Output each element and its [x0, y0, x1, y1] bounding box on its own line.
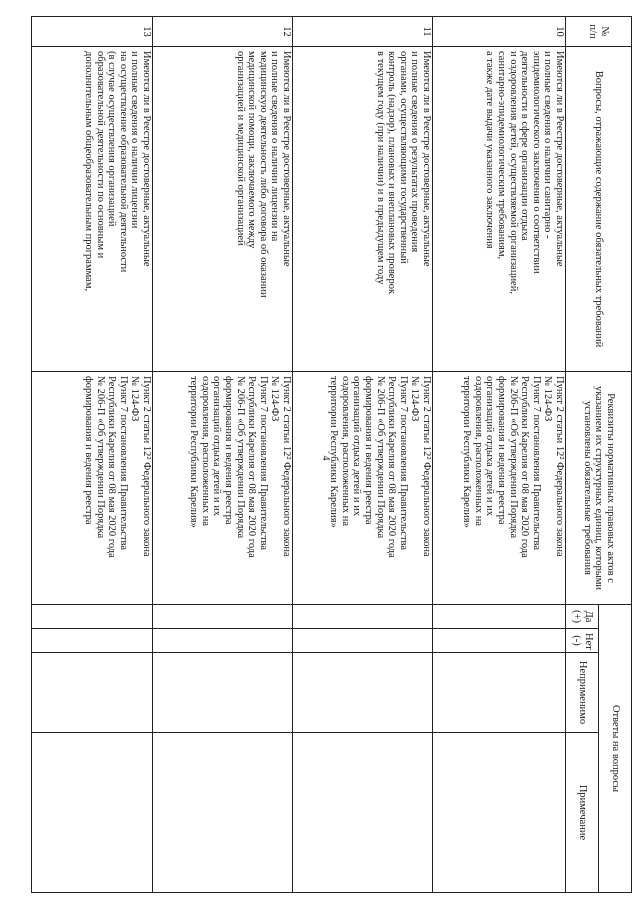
header-note: Примечание [566, 733, 599, 893]
row-question: Имеются ли в Реестре достоверные, актуальные и полные сведения о наличии лицензии на медицинскую деятельность либо договора об оказании медицинской помощи, заключаемого между организацией и медицинской организацией [153, 47, 293, 372]
header-num: № п/п [566, 17, 632, 47]
row-requisites: Пункт 2 статьи 12² Федерального закона № 124-ФЗ Пункт 7 постановления Правительства Республики Карелия от 08 мая 2020 года № 206-П «Об утверждении Порядка формирования и ведения реестра организаций отдыха детей и их оздоровления, расположенных на территории Республики Карелия» [433, 372, 566, 605]
table-row [433, 17, 566, 893]
header-na: Неприменимо [566, 653, 599, 733]
row-requisites: Пункт 2 статьи 12² Федерального закона № 124-ФЗ Пункт 7 постановления Правительства Республики Карелия от 08 мая 2020 года № 206-П «Об утверждении Порядка формирования и ведения реестра организаций отдыха детей и их оздоровления, расположенных на территории Республики Карелия» [293, 372, 433, 605]
answer-note-cell[interactable] [433, 733, 566, 893]
table-row [153, 17, 293, 893]
header-no: Нет (-) [566, 629, 599, 653]
row-num: 11 [293, 17, 433, 47]
answer-note-cell[interactable] [293, 733, 433, 893]
requirements-table [31, 16, 632, 893]
header-question: Вопросы, отражающие содержание обязательных требований [566, 47, 632, 372]
answer-yes-cell[interactable] [433, 605, 566, 629]
answer-no-cell[interactable] [153, 629, 293, 653]
answer-yes-cell[interactable] [32, 605, 153, 629]
answer-yes-cell[interactable] [293, 605, 433, 629]
row-num: 10 [433, 17, 566, 47]
row-num: 12 [153, 17, 293, 47]
answer-note-cell[interactable] [32, 733, 153, 893]
answer-no-cell[interactable] [433, 629, 566, 653]
table-row [293, 17, 433, 893]
answer-na-cell[interactable] [153, 653, 293, 733]
answer-yes-cell[interactable] [153, 605, 293, 629]
header-yes: Да (+) [566, 605, 599, 629]
header-requisites: Реквизиты нормативных правовых актов с указанием их структурных единиц, которыми установлены обязательные требования [566, 372, 632, 605]
answer-no-cell[interactable] [293, 629, 433, 653]
answer-no-cell[interactable] [32, 629, 153, 653]
answer-na-cell[interactable] [293, 653, 433, 733]
table-header-row [599, 17, 632, 893]
answer-na-cell[interactable] [32, 653, 153, 733]
row-requisites: Пункт 2 статьи 12² Федерального закона № 124-ФЗ Пункт 7 постановления Правительства Республики Карелия от 08 мая 2020 года № 206-П «Об утверждении Порядка формирования и ведения реестра организаций отдыха детей и их оздоровления, расположенных на территории Республики Карелия» [153, 372, 293, 605]
row-requisites: Пункт 2 статьи 12² Федерального закона № 124-ФЗ Пункт 7 постановления Правительства Республики Карелия от 08 мая 2020 года № 206-П «Об утверждении Порядка формирования и ведения реестра [32, 372, 153, 605]
answer-na-cell[interactable] [433, 653, 566, 733]
row-question: Имеются ли в Реестре достоверные, актуальные и полные сведения о наличии лицензии на осуществление образовательной деятельности (в случае осуществления организацией образовательной деятельности по основным и дополнительным общеобразовательным программам, [32, 47, 153, 372]
table-row [32, 17, 153, 893]
page-number: 4 [320, 455, 331, 461]
row-question: Имеются ли в Реестре достоверные, актуальные и полные сведения о результатах проведения органами, осуществляющими государственный контроль (надзор), плановых и внеплановых проверок в текущем году (при наличии) и в предыдущем году [293, 47, 433, 372]
header-answers: Ответы на вопросы [599, 605, 632, 893]
row-num: 13 [32, 17, 153, 47]
row-question: Имеются ли в Реестре достоверные, актуальные и полные сведения о наличии санитарно - эпидемиологического заключения о соответствии деятельности в сфере организации отдыха и оздоровления детей, осуществляемой организацией, санитарно-эпидемиологическим требованиям, а также дате выдачи указанного заключения [433, 47, 566, 372]
answer-note-cell[interactable] [153, 733, 293, 893]
